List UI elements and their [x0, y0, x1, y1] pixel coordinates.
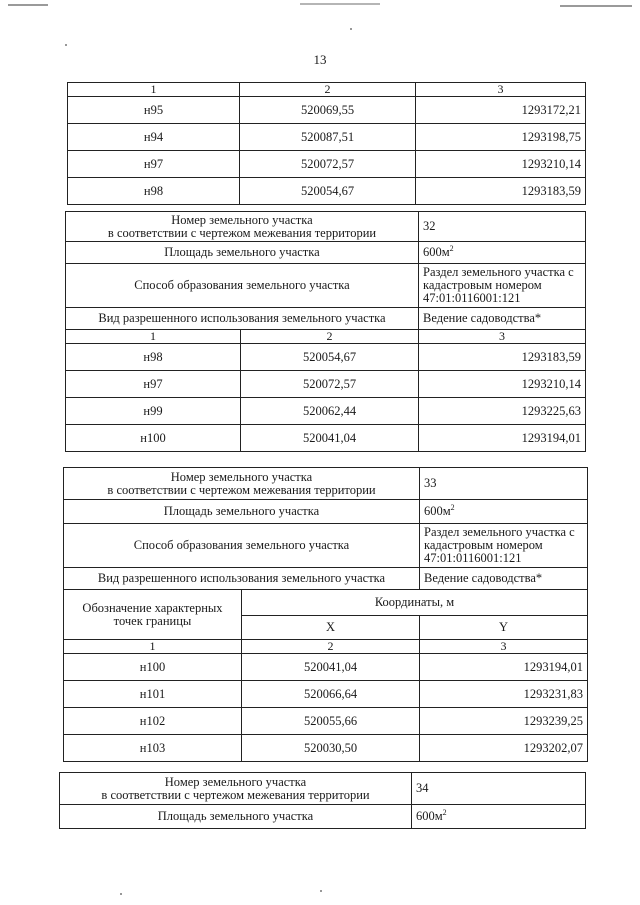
y-coordinate: 1293239,25: [420, 708, 588, 735]
column-number-3: 3: [420, 640, 588, 654]
plot-number-row: [64, 468, 588, 500]
column-number-1: 1: [64, 640, 242, 654]
x-coordinate: 520069,55: [240, 97, 416, 124]
plot-33-table: [63, 467, 588, 762]
y-coordinate: 1293183,59: [419, 344, 586, 371]
y-coordinate: 1293210,14: [419, 371, 586, 398]
scan-speck: [120, 893, 122, 895]
permitted-use-value: Ведение садоводства*: [419, 308, 586, 330]
coordinates-header-row: [64, 590, 588, 616]
y-coordinate: 1293194,01: [420, 654, 588, 681]
table-row: [66, 398, 586, 425]
formation-method-label: Способ образования земельного участка: [64, 524, 420, 568]
permitted-use-row: [64, 568, 588, 590]
y-coordinate: 1293194,01: [419, 425, 586, 452]
column-number-3: 3: [416, 83, 586, 97]
column-number-2: 2: [241, 330, 419, 344]
point-id: н97: [68, 151, 240, 178]
point-id: н97: [66, 371, 241, 398]
table-header-row: [64, 640, 588, 654]
table-row: [64, 708, 588, 735]
point-id: н95: [68, 97, 240, 124]
column-number-1: 1: [68, 83, 240, 97]
table-row: [68, 97, 586, 124]
permitted-use-label: Вид разрешенного использования земельного участка: [66, 308, 419, 330]
plot-number-row: [66, 212, 586, 242]
table-row: [64, 681, 588, 708]
plot-number-label: Номер земельного участка в соответствии с чертежом межевания территории: [60, 773, 412, 805]
point-id: н100: [66, 425, 241, 452]
y-coordinate: 1293202,07: [420, 735, 588, 762]
plot-area-row: [60, 805, 586, 829]
scan-speck: [350, 28, 352, 30]
column-number-3: 3: [419, 330, 586, 344]
plot-area-value: $600м^2$: [419, 242, 586, 264]
plot-area-label: Площадь земельного участка: [64, 500, 420, 524]
x-coordinate: 520041,04: [242, 654, 420, 681]
y-coordinate: 1293225,63: [419, 398, 586, 425]
x-coordinate: 520072,57: [241, 371, 419, 398]
y-coordinate: 1293231,83: [420, 681, 588, 708]
plot-area-label: Площадь земельного участка: [60, 805, 412, 829]
plot-area-row: [64, 500, 588, 524]
table-row: [64, 654, 588, 681]
x-coordinate: 520041,04: [241, 425, 419, 452]
x-coordinate: 520087,51: [240, 124, 416, 151]
table-row: [68, 124, 586, 151]
plot-area-row: [66, 242, 586, 264]
formation-method-label: Способ образования земельного участка: [66, 264, 419, 308]
formation-method-value: Раздел земельного участка с кадастровым номером 47:01:0116001:121: [420, 524, 588, 568]
point-id: н99: [66, 398, 241, 425]
table-row: [64, 735, 588, 762]
point-id: н102: [64, 708, 242, 735]
scan-speck: [65, 44, 67, 46]
y-coordinate: 1293210,14: [416, 151, 586, 178]
plot-area-value: $600м^2$: [412, 805, 586, 829]
plot-number-label: Номер земельного участка в соответствии с чертежом межевания территории: [66, 212, 419, 242]
plot-area-value: $600м^2$: [420, 500, 588, 524]
point-id: н98: [68, 178, 240, 205]
table-row: [66, 371, 586, 398]
scan-speck: [320, 890, 322, 892]
y-coordinate: 1293183,59: [416, 178, 586, 205]
table-row: [68, 151, 586, 178]
coordinates-label: Координаты, м: [242, 590, 588, 616]
table-header-row: [68, 83, 586, 97]
table-row: [66, 344, 586, 371]
y-axis-label: Y: [420, 616, 588, 640]
page-number: 13: [313, 52, 327, 67]
plot-number-value: 33: [420, 468, 588, 500]
point-id: н94: [68, 124, 240, 151]
y-coordinate: 1293172,21: [416, 97, 586, 124]
column-number-2: 2: [242, 640, 420, 654]
x-coordinate: 520054,67: [241, 344, 419, 371]
x-coordinate: 520030,50: [242, 735, 420, 762]
column-number-1: 1: [66, 330, 241, 344]
table-row: [68, 178, 586, 205]
x-coordinate: 520072,57: [240, 151, 416, 178]
plot-number-label: Номер земельного участка в соответствии с чертежом межевания территории: [64, 468, 420, 500]
plot-area-label: Площадь земельного участка: [66, 242, 419, 264]
permitted-use-label: Вид разрешенного использования земельного участка: [64, 568, 420, 590]
boundary-points-label: Обозначение характерных точек границы: [64, 590, 242, 640]
x-axis-label: X: [242, 616, 420, 640]
formation-method-row: [64, 524, 588, 568]
x-coordinate: 520055,66: [242, 708, 420, 735]
formation-method-value: Раздел земельного участка с кадастровым номером 47:01:0116001:121: [419, 264, 586, 308]
point-id: н100: [64, 654, 242, 681]
x-coordinate: 520066,64: [242, 681, 420, 708]
x-coordinate: 520054,67: [240, 178, 416, 205]
plot-number-value: 32: [419, 212, 586, 242]
permitted-use-row: [66, 308, 586, 330]
plot-number-row: [60, 773, 586, 805]
scan-edge-artifact: [0, 0, 640, 14]
x-coordinate: 520062,44: [241, 398, 419, 425]
y-coordinate: 1293198,75: [416, 124, 586, 151]
permitted-use-value: Ведение садоводства*: [420, 568, 588, 590]
table-row: [66, 425, 586, 452]
point-id: н103: [64, 735, 242, 762]
plot-34-table: [59, 772, 586, 829]
formation-method-row: [66, 264, 586, 308]
table-header-row: [66, 330, 586, 344]
plot-32-table: [65, 211, 586, 452]
point-id: н98: [66, 344, 241, 371]
point-id: н101: [64, 681, 242, 708]
coordinates-table-continued: [67, 82, 586, 205]
plot-number-value: 34: [412, 773, 586, 805]
column-number-2: 2: [240, 83, 416, 97]
